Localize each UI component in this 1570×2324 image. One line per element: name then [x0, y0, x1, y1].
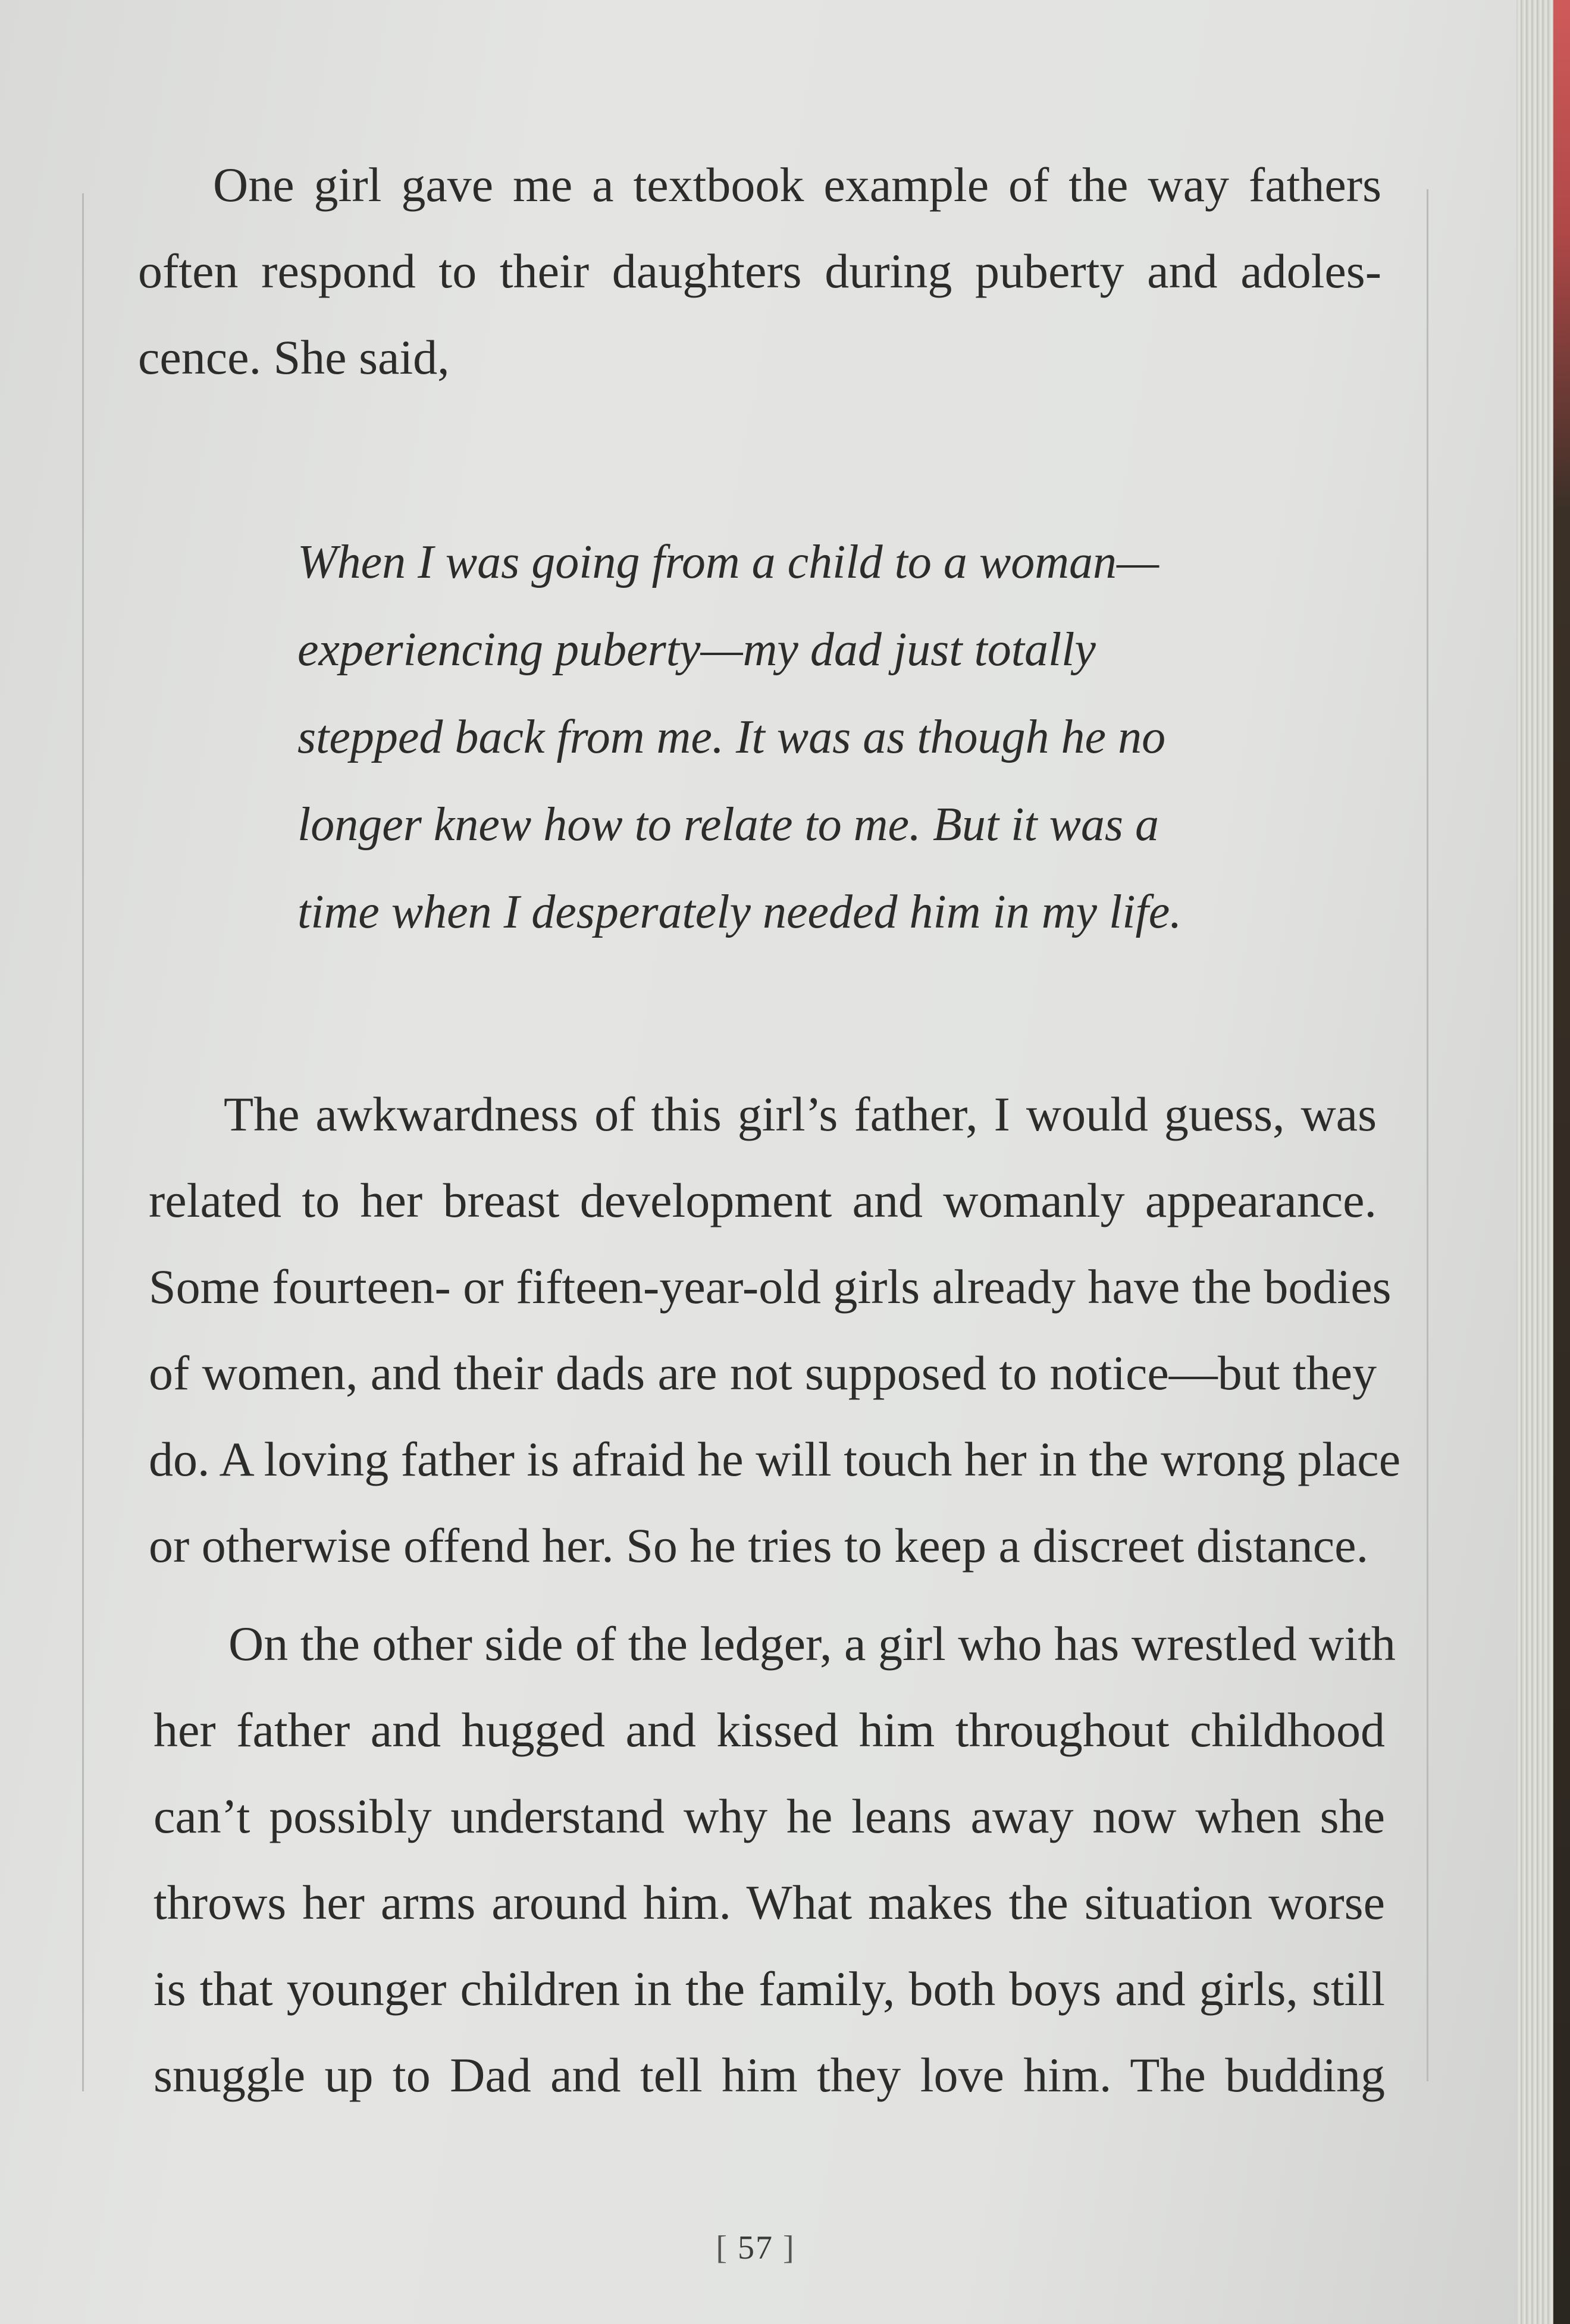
right-margin-rule — [1427, 189, 1428, 2081]
text-line: On the other side of the ledger, a girl who has wrestled with — [228, 1617, 1396, 1671]
text-line: The awkwardness of this girl’s father, I would guess, was — [224, 1087, 1377, 1141]
text-line: related to her breast development and womanly appearance. — [149, 1173, 1377, 1227]
second-paragraph — [149, 1071, 1401, 1589]
text-line: One girl gave me a textbook example of the way fathers — [213, 158, 1381, 212]
text-line: cence. She said, — [138, 330, 450, 384]
text-line: do. A loving father is afraid he will touch her in the wrong place — [149, 1432, 1401, 1486]
quote-line: stepped back from me. It was as though he no — [297, 711, 1166, 763]
page-number-open-bracket: [ — [716, 2229, 728, 2266]
page-number-value: 57 — [738, 2229, 773, 2266]
text-line: is that younger children in the family, both boys and girls, still — [153, 1962, 1385, 2016]
text-line: throws her arms around him. What makes the situation worse — [153, 1875, 1385, 1930]
text-line: or otherwise offend her. So he tries to keep a discreet distance. — [149, 1518, 1369, 1573]
text-line: snuggle up to Dad and tell him they love him. The budding — [153, 2048, 1385, 2102]
quote-line: time when I desperately needed him in my life. — [297, 886, 1182, 938]
quote-line: longer knew how to relate to me. But it was a — [297, 798, 1160, 851]
block-quote — [297, 519, 1190, 956]
text-line: can’t possibly understand why he leans away now when she — [153, 1789, 1385, 1843]
text-line: Some fourteen- or fifteen-year-old girls already have the bodies — [149, 1260, 1392, 1314]
text-line: her father and hugged and kissed him throughout childhood — [153, 1703, 1385, 1757]
third-paragraph — [153, 1601, 1396, 2118]
page-edge-stack — [1516, 0, 1570, 2324]
quote-line: When I was going from a child to a woman— — [297, 536, 1160, 588]
left-margin-rule — [82, 193, 84, 2091]
page-number-close-bracket: ] — [783, 2229, 795, 2266]
text-line: often respond to their daughters during puberty and adoles- — [138, 244, 1381, 298]
quote-line: experiencing puberty—my dad just totally — [297, 624, 1096, 676]
page-number — [714, 2229, 797, 2267]
text-line: of women, and their dads are not supposed to notice—but they — [149, 1346, 1377, 1400]
intro-paragraph — [138, 142, 1381, 400]
